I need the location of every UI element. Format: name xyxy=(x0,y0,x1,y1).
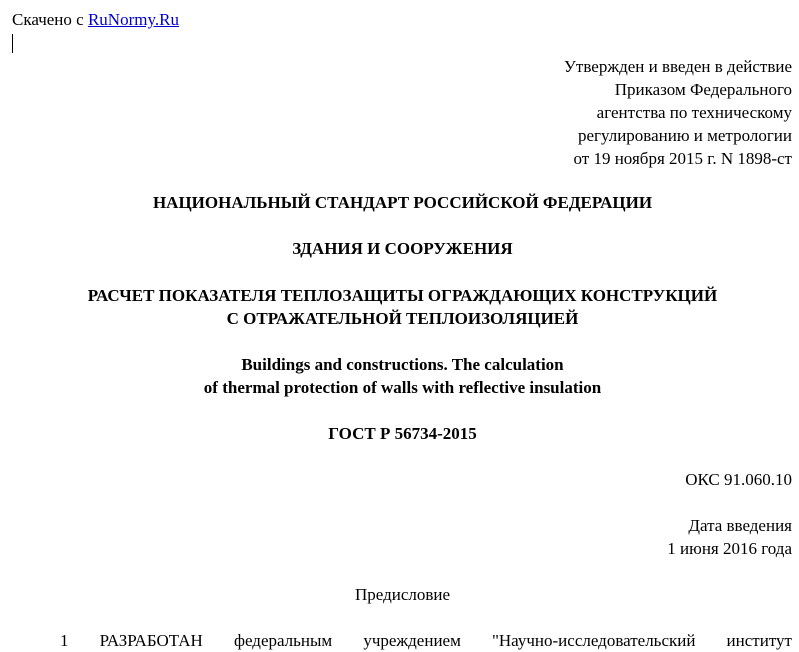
english-title xyxy=(0,353,799,399)
english-title-line-1: Buildings and constructions. The calculation xyxy=(241,355,564,374)
paragraph-word: РАЗРАБОТАН xyxy=(99,631,203,650)
category-heading xyxy=(0,237,799,260)
approval-line: Приказом Федерального xyxy=(614,80,792,99)
approval-line: регулированию и метрологии xyxy=(577,126,792,145)
source-line xyxy=(12,8,179,31)
approval-line: агентства по техническому xyxy=(596,103,792,122)
approval-line: от 19 ноября 2015 г. N 1898-ст xyxy=(573,149,792,168)
main-title-line-1: РАСЧЕТ ПОКАЗАТЕЛЯ ТЕПЛОЗАЩИТЫ ОГРАЖДАЮЩИХ КОНСТРУКЦИЙ xyxy=(87,286,718,305)
source-prefix: Скачено с xyxy=(12,10,88,29)
introduction-date-label: Дата введения xyxy=(688,516,792,535)
main-title-line-2: С ОТРАЖАТЕЛЬНОЙ ТЕПЛОИЗОЛЯЦИЕЙ xyxy=(226,309,579,328)
introduction-date-value: 1 июня 2016 года xyxy=(667,539,792,558)
approval-line: Утвержден и введен в действие xyxy=(563,57,792,76)
paragraph-word: "Научно-исследовательский xyxy=(491,631,696,650)
paragraph-word: федеральным xyxy=(233,631,333,650)
paragraph-word: учреждением xyxy=(363,631,461,650)
approval-block xyxy=(564,55,792,170)
gost-number xyxy=(0,422,799,445)
category-text: ЗДАНИЯ И СООРУЖЕНИЯ xyxy=(292,239,513,258)
paragraph-word: 1 xyxy=(60,631,69,650)
paragraph-word: институт xyxy=(726,631,792,650)
text-cursor xyxy=(12,34,13,53)
national-standard-text: НАЦИОНАЛЬНЫЙ СТАНДАРТ РОССИЙСКОЙ ФЕДЕРАЦИИ xyxy=(152,193,653,212)
main-title xyxy=(0,284,799,330)
foreword-paragraph-1 xyxy=(60,629,792,652)
english-title-line-2: of thermal protection of walls with reflective insulation xyxy=(203,378,602,397)
oks-code xyxy=(685,468,792,491)
national-standard-heading xyxy=(0,191,799,214)
gost-number-text: ГОСТ Р 56734-2015 xyxy=(328,424,477,443)
foreword-heading: Предисловие xyxy=(354,585,451,604)
source-link[interactable]: RuNormy.Ru xyxy=(87,10,179,29)
introduction-date-block xyxy=(667,514,792,560)
oks-code-text: ОКС 91.060.10 xyxy=(685,470,792,489)
